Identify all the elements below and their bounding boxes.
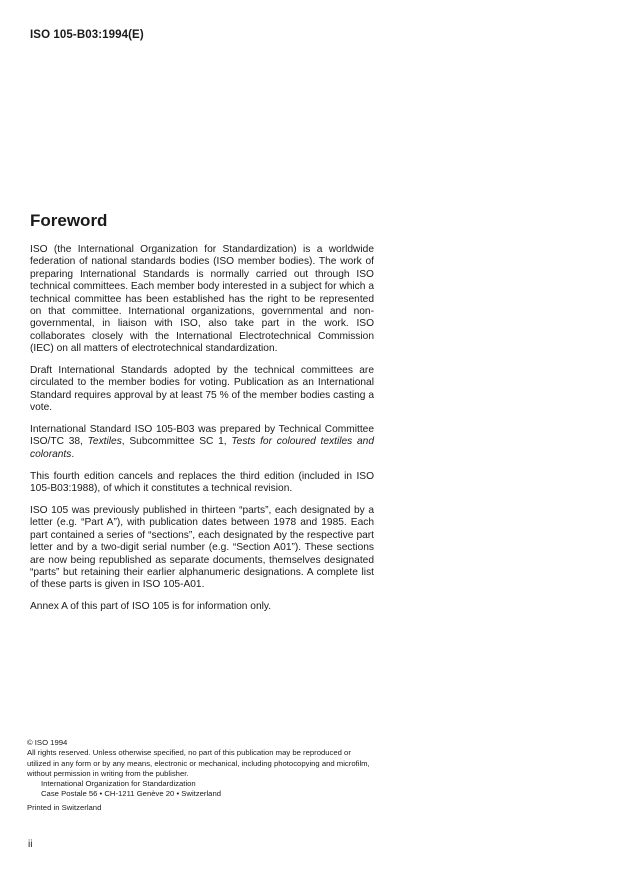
paragraph-draft-standards: Draft International Standards adopted by the technical committees are circulated to the member bodies for voting. Publication as an International Standard requires approval by at least 75 % of the member bodies casting a vote. — [30, 365, 374, 414]
paragraph-history: ISO 105 was previously published in thirteen “parts”, each designated by a letter (e.g. “Part A”), with publication dates between 1978 and 1985. Each part contained a series of “sections”, each designated by the respective part letter and by a two-digit serial number (e.g. “Section A01”). These sections are now being republished as separate documents, themselves designated “parts” but retaining their earlier alphanumeric designations. A complete list of these parts is given in ISO 105-A01. — [30, 504, 374, 591]
subcommittee-name: Tests for coloured textiles and colorants — [30, 436, 374, 460]
paragraph-prepared-by — [30, 424, 374, 461]
page-title: Foreword — [30, 211, 108, 230]
period: . — [71, 448, 75, 460]
document-id: ISO 105-B03:1994(E) — [30, 29, 144, 41]
foreword-body — [30, 244, 374, 623]
paragraph-iso-intro: ISO (the International Organization for Standardization) is a worldwide federation of national standards bodies (ISO member bodies). The work of preparing International Standards is normally carried out through ISO technical committees. Each member body interested in a subject for which a technical committee has been established has the right to be represented on that committee. International organizations, governmental and non-governmental, in liaison with ISO, also take part in the work. ISO collaborates closely with the International Electrotechnical Commission (IEC) on all matters of electrotechnical standardization. — [30, 244, 374, 355]
paragraph-edition: This fourth edition cancels and replaces the third edition (included in ISO 105-B03:1988), of which it constitutes a technical revision. — [30, 470, 374, 495]
copyright-block — [27, 738, 375, 813]
paragraph-annex: Annex A of this part of ISO 105 is for information only. — [30, 601, 272, 613]
organization-address: Case Postale 56 • CH-1211 Genève 20 • Switzerland — [41, 789, 222, 799]
page-number: ii — [28, 839, 33, 850]
copyright-notice: © ISO 1994 — [27, 738, 68, 747]
committee-name: Textiles — [87, 436, 122, 448]
subcommittee-text: , Subcommittee SC 1, — [121, 436, 232, 448]
printed-location: Printed in Switzerland — [27, 802, 102, 812]
organization-name: International Organization for Standardization — [41, 779, 196, 789]
prepared-by-text: International Standard ISO 105-B03 was prepared by Technical Committee ISO/TC 38, — [30, 424, 374, 448]
rights-statement: All rights reserved. Unless otherwise specified, no part of this publication may be reproduced or utilized in any form or by any means, electronic or mechanical, including photocopying and microfilm, without permission in writing from the publisher. — [27, 748, 370, 778]
